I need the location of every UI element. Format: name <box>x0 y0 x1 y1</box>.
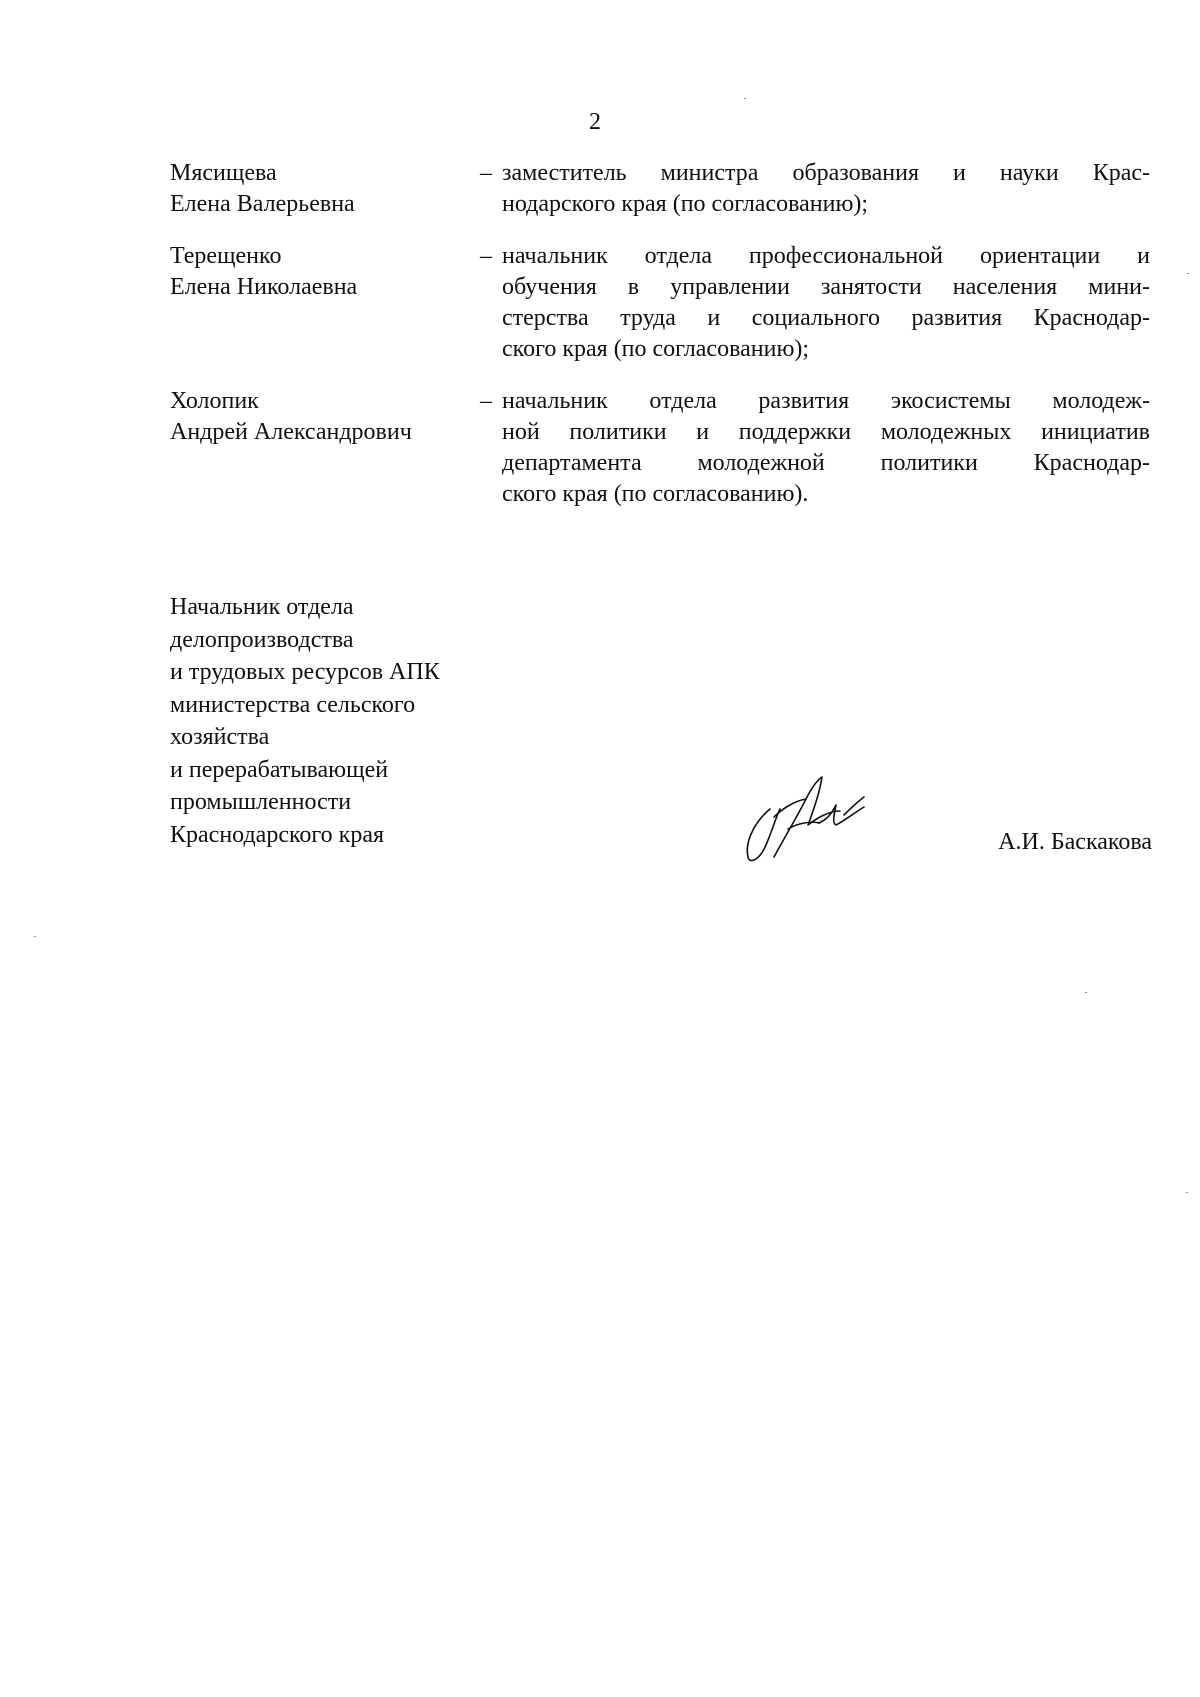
scan-speck <box>744 98 746 99</box>
member-role-line: стерства труда и социального развития Краснодар- <box>502 305 1150 331</box>
member-surname: Холопик <box>170 388 259 414</box>
member-role-line: департамента молодежной политики Краснодар- <box>502 450 1150 476</box>
member-name <box>170 386 470 448</box>
member-row <box>170 241 1150 365</box>
member-role-line: заместитель министра образования и науки Крас- <box>502 160 1150 186</box>
signer-name: А.И. Баскакова <box>998 829 1152 855</box>
member-surname: Терещенко <box>170 243 282 269</box>
scan-speck <box>1085 992 1087 993</box>
member-role-line: ского края (по согласованию). <box>502 481 809 507</box>
scan-speck <box>1186 1192 1188 1193</box>
signature-stroke <box>844 797 864 815</box>
member-role-line: обучения в управлении занятости населения мини- <box>502 274 1150 300</box>
member-dash: – <box>480 388 492 414</box>
signatory-title-line: Краснодарского края <box>170 821 385 848</box>
signatory-title-line: промышленности <box>170 789 352 815</box>
signatory-title <box>170 591 500 851</box>
scan-speck <box>34 936 36 937</box>
member-role <box>502 158 1150 220</box>
member-row <box>170 386 1150 510</box>
signatory-title-line: хозяйства <box>170 724 270 750</box>
member-role-line: ной политики и поддержки молодежных инициатив <box>502 419 1150 445</box>
signatory-title-line: Начальник отдела <box>170 594 354 620</box>
signatory-title-line: и трудовых ресурсов АПК <box>170 659 440 685</box>
member-name <box>170 241 470 303</box>
member-dash: – <box>480 160 492 186</box>
signatory-title-line: министерства сельского <box>170 691 416 718</box>
member-role <box>502 386 1150 510</box>
member-dash: – <box>480 243 492 269</box>
member-given-names: Елена Валерьевна <box>170 191 355 217</box>
member-role-line: начальник отдела развития экосистемы молодеж- <box>502 388 1150 414</box>
member-surname: Мясищева <box>170 160 277 186</box>
scan-speck <box>1187 273 1189 274</box>
member-role-line: ского края (по согласованию); <box>502 336 810 362</box>
committee-members-list <box>170 158 1150 531</box>
member-role-line: нодарского края (по согласованию); <box>502 191 869 217</box>
member-role-line: начальник отдела профессиональной ориентации и <box>502 243 1150 269</box>
signatory-title-line: делопроизводства <box>170 626 354 653</box>
member-row <box>170 158 1150 220</box>
handwritten-signature <box>740 773 880 865</box>
member-given-names: Елена Николаевна <box>170 274 358 300</box>
signature-stroke <box>806 777 840 825</box>
signatory-title-line: и перерабатывающей <box>170 756 389 783</box>
page-number: 2 <box>589 109 601 135</box>
member-role <box>502 241 1150 365</box>
member-given-names: Андрей Александрович <box>170 419 412 445</box>
member-name <box>170 158 470 220</box>
